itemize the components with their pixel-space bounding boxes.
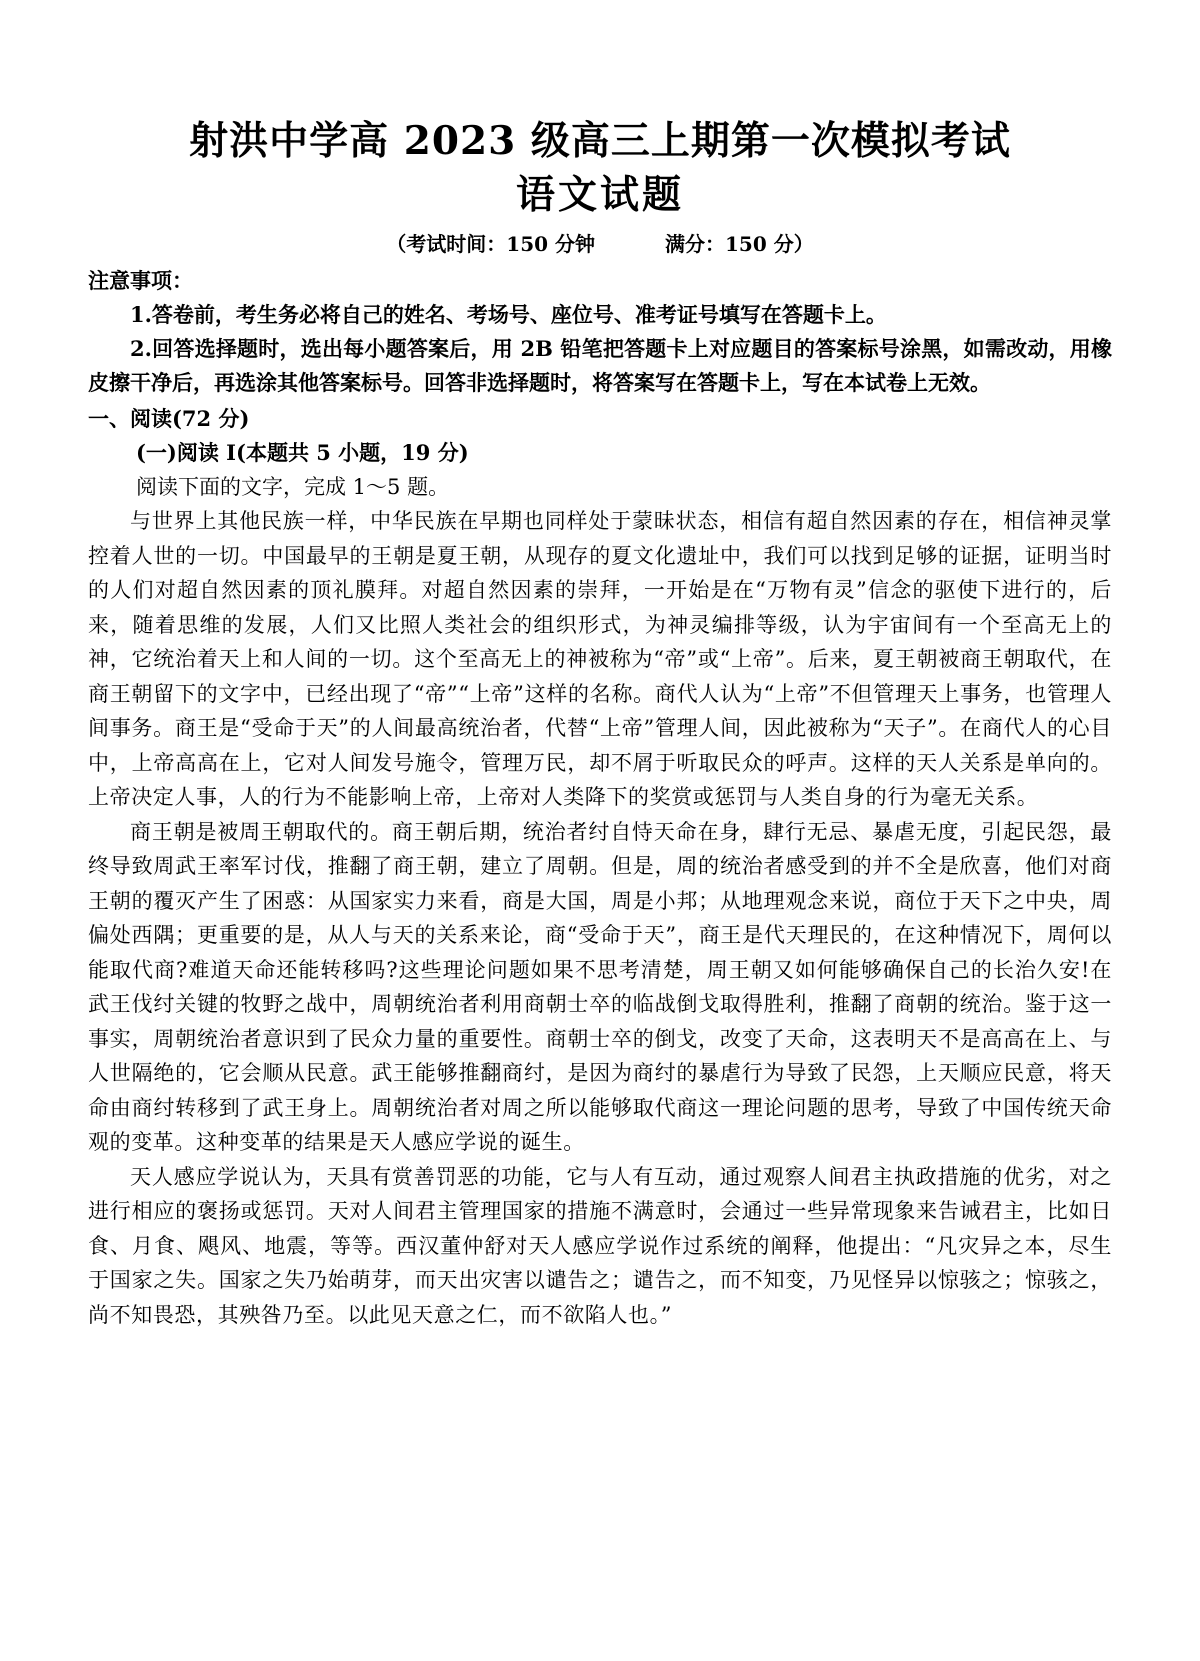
- reading-paragraph-2: 商王朝是被周王朝取代的。商王朝后期，统治者纣自恃天命在身，肆行无忌、暴虐无度，引起民怨，最终导致周武王率军讨伐，推翻了商王朝，建立了周朝。但是，周的统治者感受到的并不全是欣喜，他们对商王朝的覆灭产生了困惑：从国家实力来看，商是大国，周是小邦；从地理观念来说，商位于天下之中央，周偏处西隅；更重要的是，从人与天的关系来论，商“受命于天”，商王是代天理民的，在这种情况下，周何以能取代商?难道天命还能转移吗?这些理论问题如果不思考清楚，周王朝又如何能够确保自己的长治久安!在武王伐纣关键的牧野之战中，周朝统治者利用商朝士卒的临战倒戈取得胜利，推翻了商朝的统治。鉴于这一事实，周朝统治者意识到了民众力量的重要性。商朝士卒的倒戈，改变了天命，这表明天不是高高在上、与人世隔绝的，它会顺从民意。武王能够推翻商纣，是因为商纣的暴虐行为导致了民怨，上天顺应民意，将天命由商纣转移到了武王身上。周朝统治者对周之所以能够取代商这一理论问题的思考，导致了中国传统天命观的变革。这种变革的结果是天人感应学说的诞生。: [88, 819, 1112, 1154]
- exam-info: [88, 228, 1112, 260]
- notice-item-1: 1.答卷前，考生务必将自己的姓名、考场号、座位号、准考证号填写在答题卡上。: [130, 302, 887, 327]
- page-subtitle: 语文试题: [515, 172, 684, 218]
- exam-time: （考试时间：150 分钟: [386, 232, 595, 256]
- reading-paragraph-1: 与世界上其他民族一样，中华民族在早期也同样处于蒙昧状态，相信有超自然因素的存在，相信神灵掌控着人世的一切。中国最早的王朝是夏王朝，从现存的夏文化遗址中，我们可以找到足够的证据，证明当时的人们对超自然因素的顶礼膜拜。对超自然因素的崇拜，一开始是在“万物有灵”信念的驱使下进行的，后来，随着思维的发展，人们又比照人类社会的组织形式，为神灵编排等级，认为宇宙间有一个至高无上的神，它统治着天上和人间的一切。这个至高无上的神被称为“帝”或“上帝”。后来，夏王朝被商王朝取代，在商王朝留下的文字中，已经出现了“帝”“上帝”这样的名称。商代人认为“上帝”不但管理天上事务，也管理人间事务。商王是“受命于天”的人间最高统治者，代替“上帝”管理人间，因此被称为“天子”。在商代人的心目中，上帝高高在上，它对人间发号施令，管理万民，却不屑于听取民众的呼声。这样的天人关系是单向的。上帝决定人事，人的行为不能影响上帝，上帝对人类降下的奖赏或惩罚与人类自身的行为毫无关系。: [88, 509, 1112, 809]
- full-score: 满分：150 分）: [665, 232, 814, 256]
- notice-heading: 注意事项：: [88, 268, 193, 293]
- page-title: 射洪中学高 2023 级高三上期第一次模拟考试: [189, 118, 1011, 164]
- reading-paragraph-3: 天人感应学说认为，天具有赏善罚恶的功能，它与人有互动，通过观察人间君主执政措施的优劣，对之进行相应的褒扬或惩罚。天对人间君主管理国家的措施不满意时，会通过一些异常现象来告诫君主，比如日食、月食、飓风、地震，等等。西汉董仲舒对天人感应学说作过系统的阐释，他提出：“凡灾异之本，尽生于国家之失。国家之失乃始萌芽，而天出灾害以谴告之；谴告之，而不知变，乃见怪异以惊骇之；惊骇之，尚不知畏恐，其殃咎乃至。以此见天意之仁，而不欲陷人也。”: [88, 1164, 1112, 1327]
- section-heading: 一、阅读(72 分): [88, 406, 250, 431]
- subsection-heading: (一)阅读 I(本题共 5 小题，19 分): [136, 440, 469, 465]
- notice-item-2: 2.回答选择题时，选出每小题答案后，用 2B 铅笔把答题卡上对应题目的答案标号涂黑，如需改动，用橡皮擦干净后，再选涂其他答案标号。回答非选择题时，将答案写在答题卡上，写在本试卷上无效。: [88, 336, 1112, 395]
- reading-instruction: 阅读下面的文字，完成 1～5 题。: [136, 475, 450, 499]
